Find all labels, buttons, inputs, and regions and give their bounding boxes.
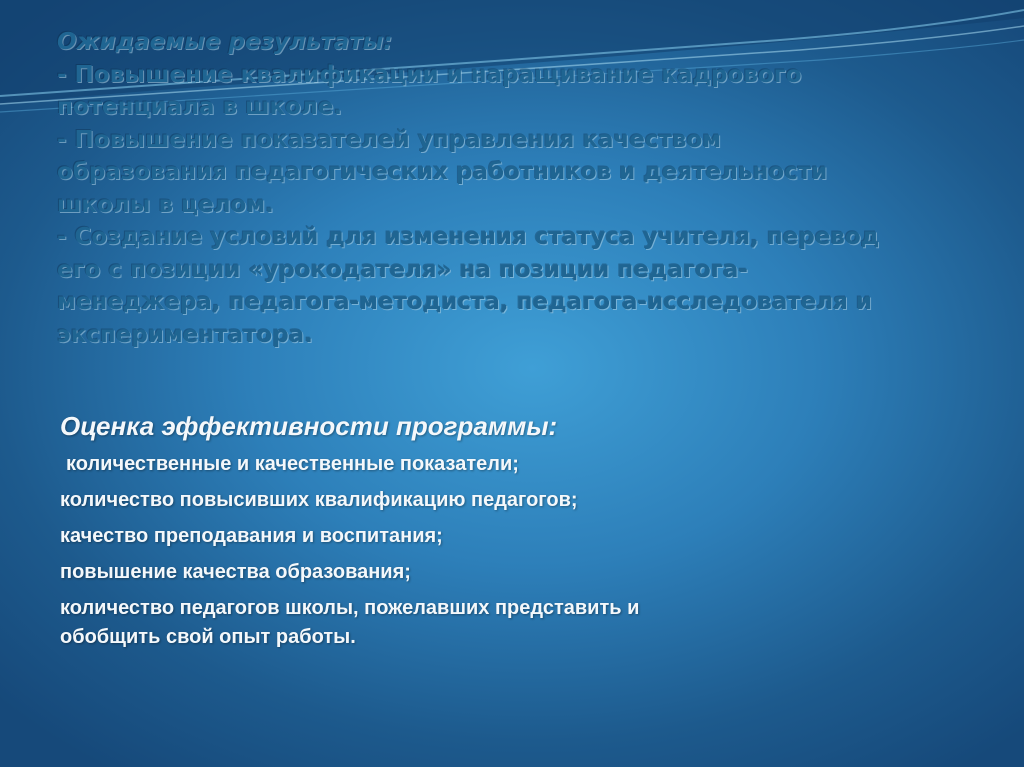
list-item: повышение качества образования;	[60, 561, 411, 583]
title-line: школы в целом.	[57, 191, 274, 218]
title-line: менеджера, педагога-методиста, педагога-исследователя и	[57, 289, 873, 315]
slide-title	[57, 26, 957, 351]
list-item-line: количество педагогов школы, пожелавших представить и	[60, 597, 640, 619]
title-line: - Повышение показателей управления качеством	[57, 126, 722, 153]
section-subtitle: Оценка эффективности программы:	[60, 411, 558, 441]
title-line: - Повышение квалификации и наращивание кадрового	[57, 61, 802, 88]
slide-body	[60, 406, 960, 659]
list-item	[60, 594, 960, 652]
list-item: количественные и качественные показатели;	[66, 453, 519, 475]
list-item: качество преподавания и воспитания;	[60, 525, 443, 547]
title-line: образования педагогических работников и деятельности	[57, 159, 828, 185]
criteria-list	[60, 450, 960, 652]
title-line: его с позиции «урокодателя» на позиции педагога-	[57, 256, 748, 283]
title-line: потенциала в школе.	[57, 94, 343, 120]
list-item-line: обобщить свой опыт работы.	[60, 626, 356, 648]
title-heading: Ожидаемые результаты:	[57, 29, 393, 55]
list-item: количество повысивших квалификацию педагогов;	[60, 489, 578, 511]
title-line: - Создание условий для изменения статуса учителя, перевод	[57, 224, 880, 250]
title-line: экспериментатора.	[57, 321, 313, 348]
